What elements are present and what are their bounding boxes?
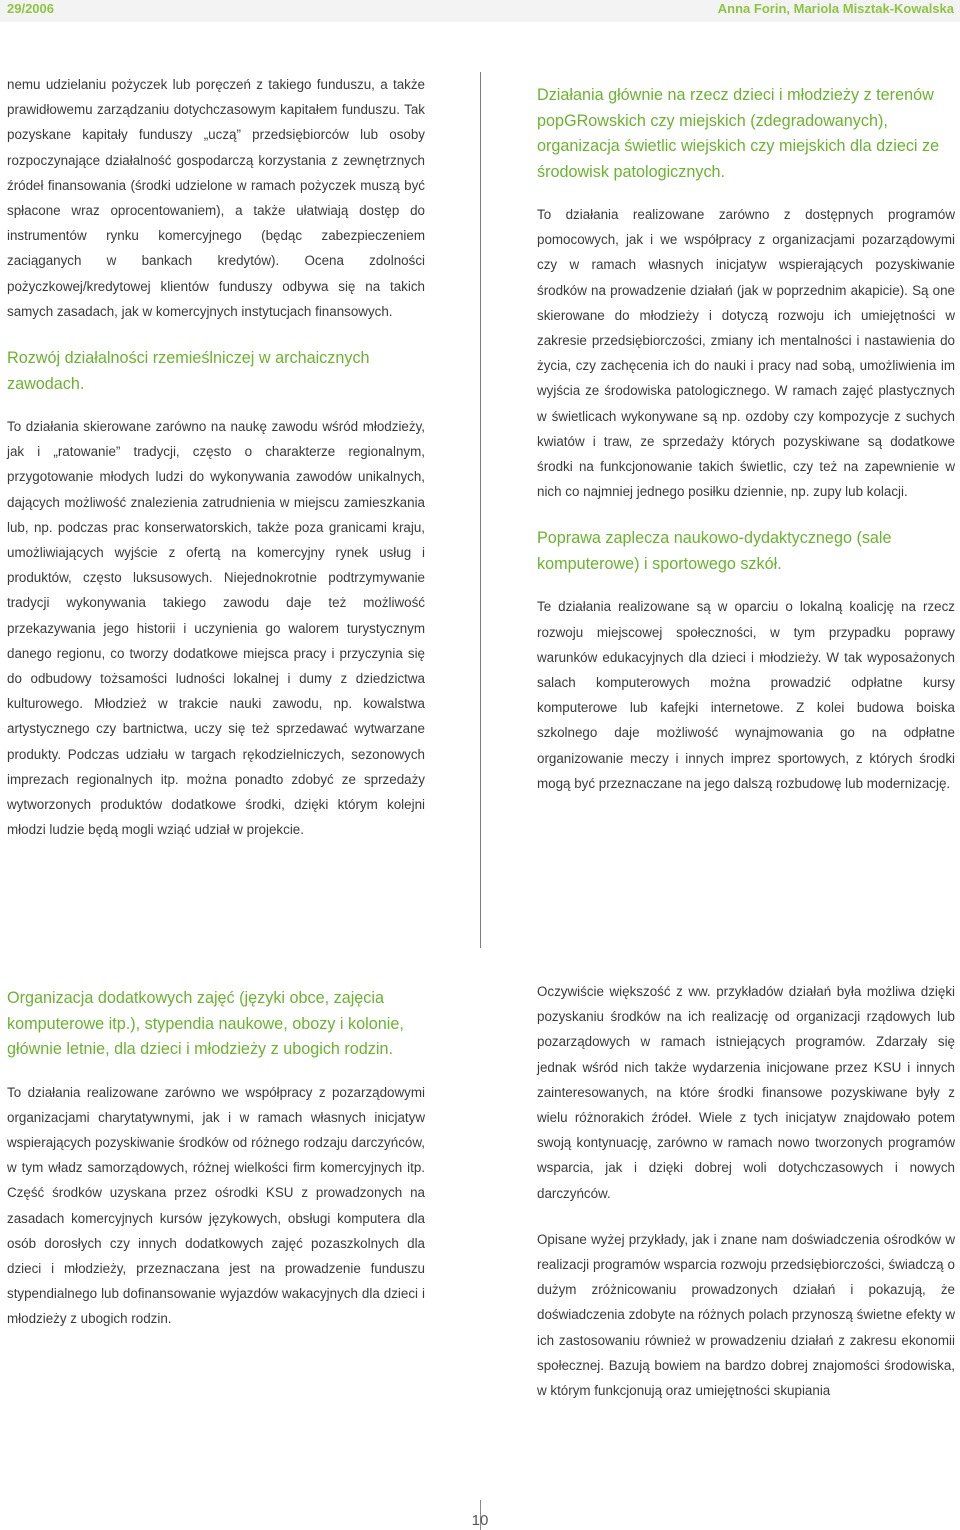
paragraph: To działania realizowane zarówno we współpracy z pozarządowymi organizacjami charytatywnymi, jak i w ramach własnych inicjatyw wspierających pozyskiwanie środków od różnego rodzaju darczyńców, w tym władz samorządowych, różnej wielkości firm komercyjnych itp. Część środków uzyskana przez ośrodki KSU z prowadzonych na zasadach komercyjnych kursów językowych, obsługi komputera dla osób dorosłych czy innych dodatkowych zajęć pozaszkolnych dla dzieci i młodzieży, przeznaczana jest na prowadzenie funduszu stypendialnego lub dofinansowanie wyjazdów wakacyjnych dla dzieci i młodzieży z ubogich rodzin.: [7, 1084, 425, 1327]
left-column-bottom: [7, 986, 425, 1332]
paragraph: Oczywiście większość z ww. przykładów działań była możliwa dzięki pozyskaniu środków na ich realizację od organizacji rządowych lub pozarządowych w ramach istniejących programów. Zdarzały się jednak wśród nich także wydarzenia inicjowane przez KSU i innych zainteresowanych, na które środki finansowe pozyskiwane były z wielu różnorakich źródeł. Wiele z tych inicjatyw znajdowało potem swoją kontynuację, zarówno w ramach nowo tworzonych programów wsparcia, jak i dzięki dobrej woli dotychczasowych i nowych darczyńców.: [537, 984, 955, 1201]
section-heading: Działania głównie na rzecz dzieci i młodzieży z terenów popGRowskich czy miejskich (zdegradowanych), organizacja świetlic wiejskich czy miejskich dla dzieci ze środowisk patologicznych.: [537, 86, 940, 181]
page-number: 10: [471, 1512, 489, 1529]
paragraph: nemu udzielaniu pożyczek lub poręczeń z takiego funduszu, a także prawidłowemu zarządzaniu dotychczasowym kapitałem funduszu. Tak pozyskane kapitały funduszy „uczą” przedsiębiorców lub osoby rozpoczynające działalność gospodarczą korzystania z zewnętrznych źródeł finansowania (środki udzielone w ramach pożyczek muszą być spłacone wraz oprocentowaniem), a także ułatwiają dostęp do instrumentów rynku komercyjnego (będąc zabezpieczeniem zaciąganych w bankach kredytów). Ocena zdolności pożyczkowej/kredytowej klientów funduszy odbywa się na takich samych zasadach, jak w komercyjnych instytucjach finansowych.: [7, 77, 425, 319]
section-heading: Poprawa zaplecza naukowo-dydaktycznego (sale komputerowe) i sportowego szkół.: [537, 529, 892, 573]
issue-number: 29/2006: [7, 1, 54, 16]
paragraph: To działania skierowane zarówno na naukę zawodu wśród młodzieży, jak i „ratowanie” tradycji, często o charakterze regionalnym, przygotowanie młodych ludzi do wykonywania zawodów unikalnych, dających możliwość znalezienia zatrudnienia w miejscu zamieszkania lub, np. podczas prac konserwatorskich, także poza granicami kraju, umożliwiających wyjście z ofertą na komercyjny rynek usług i produktów, często luksusowych. Niejednokrotnie podtrzymywanie tradycji wykonywania takiego zawodu daje też możliwość przekazywania jego historii i uczynienia go walorem turystycznym danego regionu, co tworzy dodatkowe miejsca pracy i przyczynia się do odbudowy tożsamości ludności lokalnej i dumy z dziedzictwa kulturowego. Młodzież w trakcie nauki zawodu, np. kowalstwa artystycznego czy bartnictwa, uczy się też sprzedawać wytwarzane produkty. Podczas udziału w targach rękodzielniczych, sezonowych imprezach regionalnych itp. można ponadto zdobyć ze sprzedaży wytworzonych produktów dodatkowe środki, dzięki którym kolejni młodzi ludzie będą mogli wziąć udział w projekcie.: [7, 419, 425, 838]
right-column-bottom: [537, 979, 955, 1403]
section-heading: Organizacja dodatkowych zajęć (języki obce, zajęcia komputerowe itp.), stypendia naukowe, obozy i kolonie, głównie letnie, dla dzieci i młodzieży z ubogich rodzin.: [7, 989, 404, 1058]
section-heading: Rozwój działalności rzemieślniczej w archaicznych zawodach.: [7, 349, 370, 393]
page-header: [0, 0, 960, 22]
paragraph: Te działania realizowane są w oparciu o lokalną koalicję na rzecz rozwoju miejscowej społeczności, w tym przypadku poprawy warunków edukacyjnych dla dzieci i młodzieży. W tak wyposażonych salach komputerowych można prowadzić odpłatne kursy komputerowe lub kafejki internetowe. Z kolei budowa boiska szkolnego daje możliwość wynajmowania go na odpłatne organizowanie meczy i innych imprez sportowych, z których środki mogą być przeznaczane na jego dalszą rozbudowę lub modernizację.: [537, 599, 955, 791]
paragraph: To działania realizowane zarówno z dostępnych programów pomocowych, jak i we współpracy z organizacjami pozarządowymi czy w ramach własnych inicjatyw wspierających pozyskiwanie środków na prowadzenie działań (jak w poprzednim akapicie). Są one skierowane do młodzieży i dotyczą rozwoju ich umiejętności w zakresie przedsiębiorczości, zmiany ich mentalności i nastawienia do życia, czy zachęcenia ich do nauki i pracy nad sobą, umożliwienia im wyjścia ze środowiska patologicznego. W ramach zajęć plastycznych w świetlicach wykonywane są np. ozdoby czy kompozycje z suchych kwiatów i traw, ze sprzedaży których pozyskiwane są dodatkowe środki na funkcjonowanie takich świetlic, czy też na zapewnienie w nich co najmniej jednego posiłku dziennie, np. zupy lub kolacji.: [537, 207, 955, 500]
left-column-top: [7, 72, 425, 842]
column-divider: [480, 72, 481, 948]
right-column-top: [537, 83, 955, 796]
paragraph: Opisane wyżej przykłady, jak i znane nam doświadczenia ośrodków w realizacji programów wsparcia rozwoju przedsiębiorczości, świadczą o dużym zróżnicowaniu prowadzonych działań i pokazują, że doświadczenia zdobyte na różnych polach przynoszą świetne efekty w ich zastosowaniu również w prowadzeniu działań z zakresu ekonomii społecznej. Bazują bowiem na bardzo dobrej znajomości środowiska, w którym funkcjonują oraz umiejętności skupiania: [537, 1231, 955, 1399]
authors: Anna Forin, Mariola Misztak-Kowalska: [717, 1, 954, 16]
